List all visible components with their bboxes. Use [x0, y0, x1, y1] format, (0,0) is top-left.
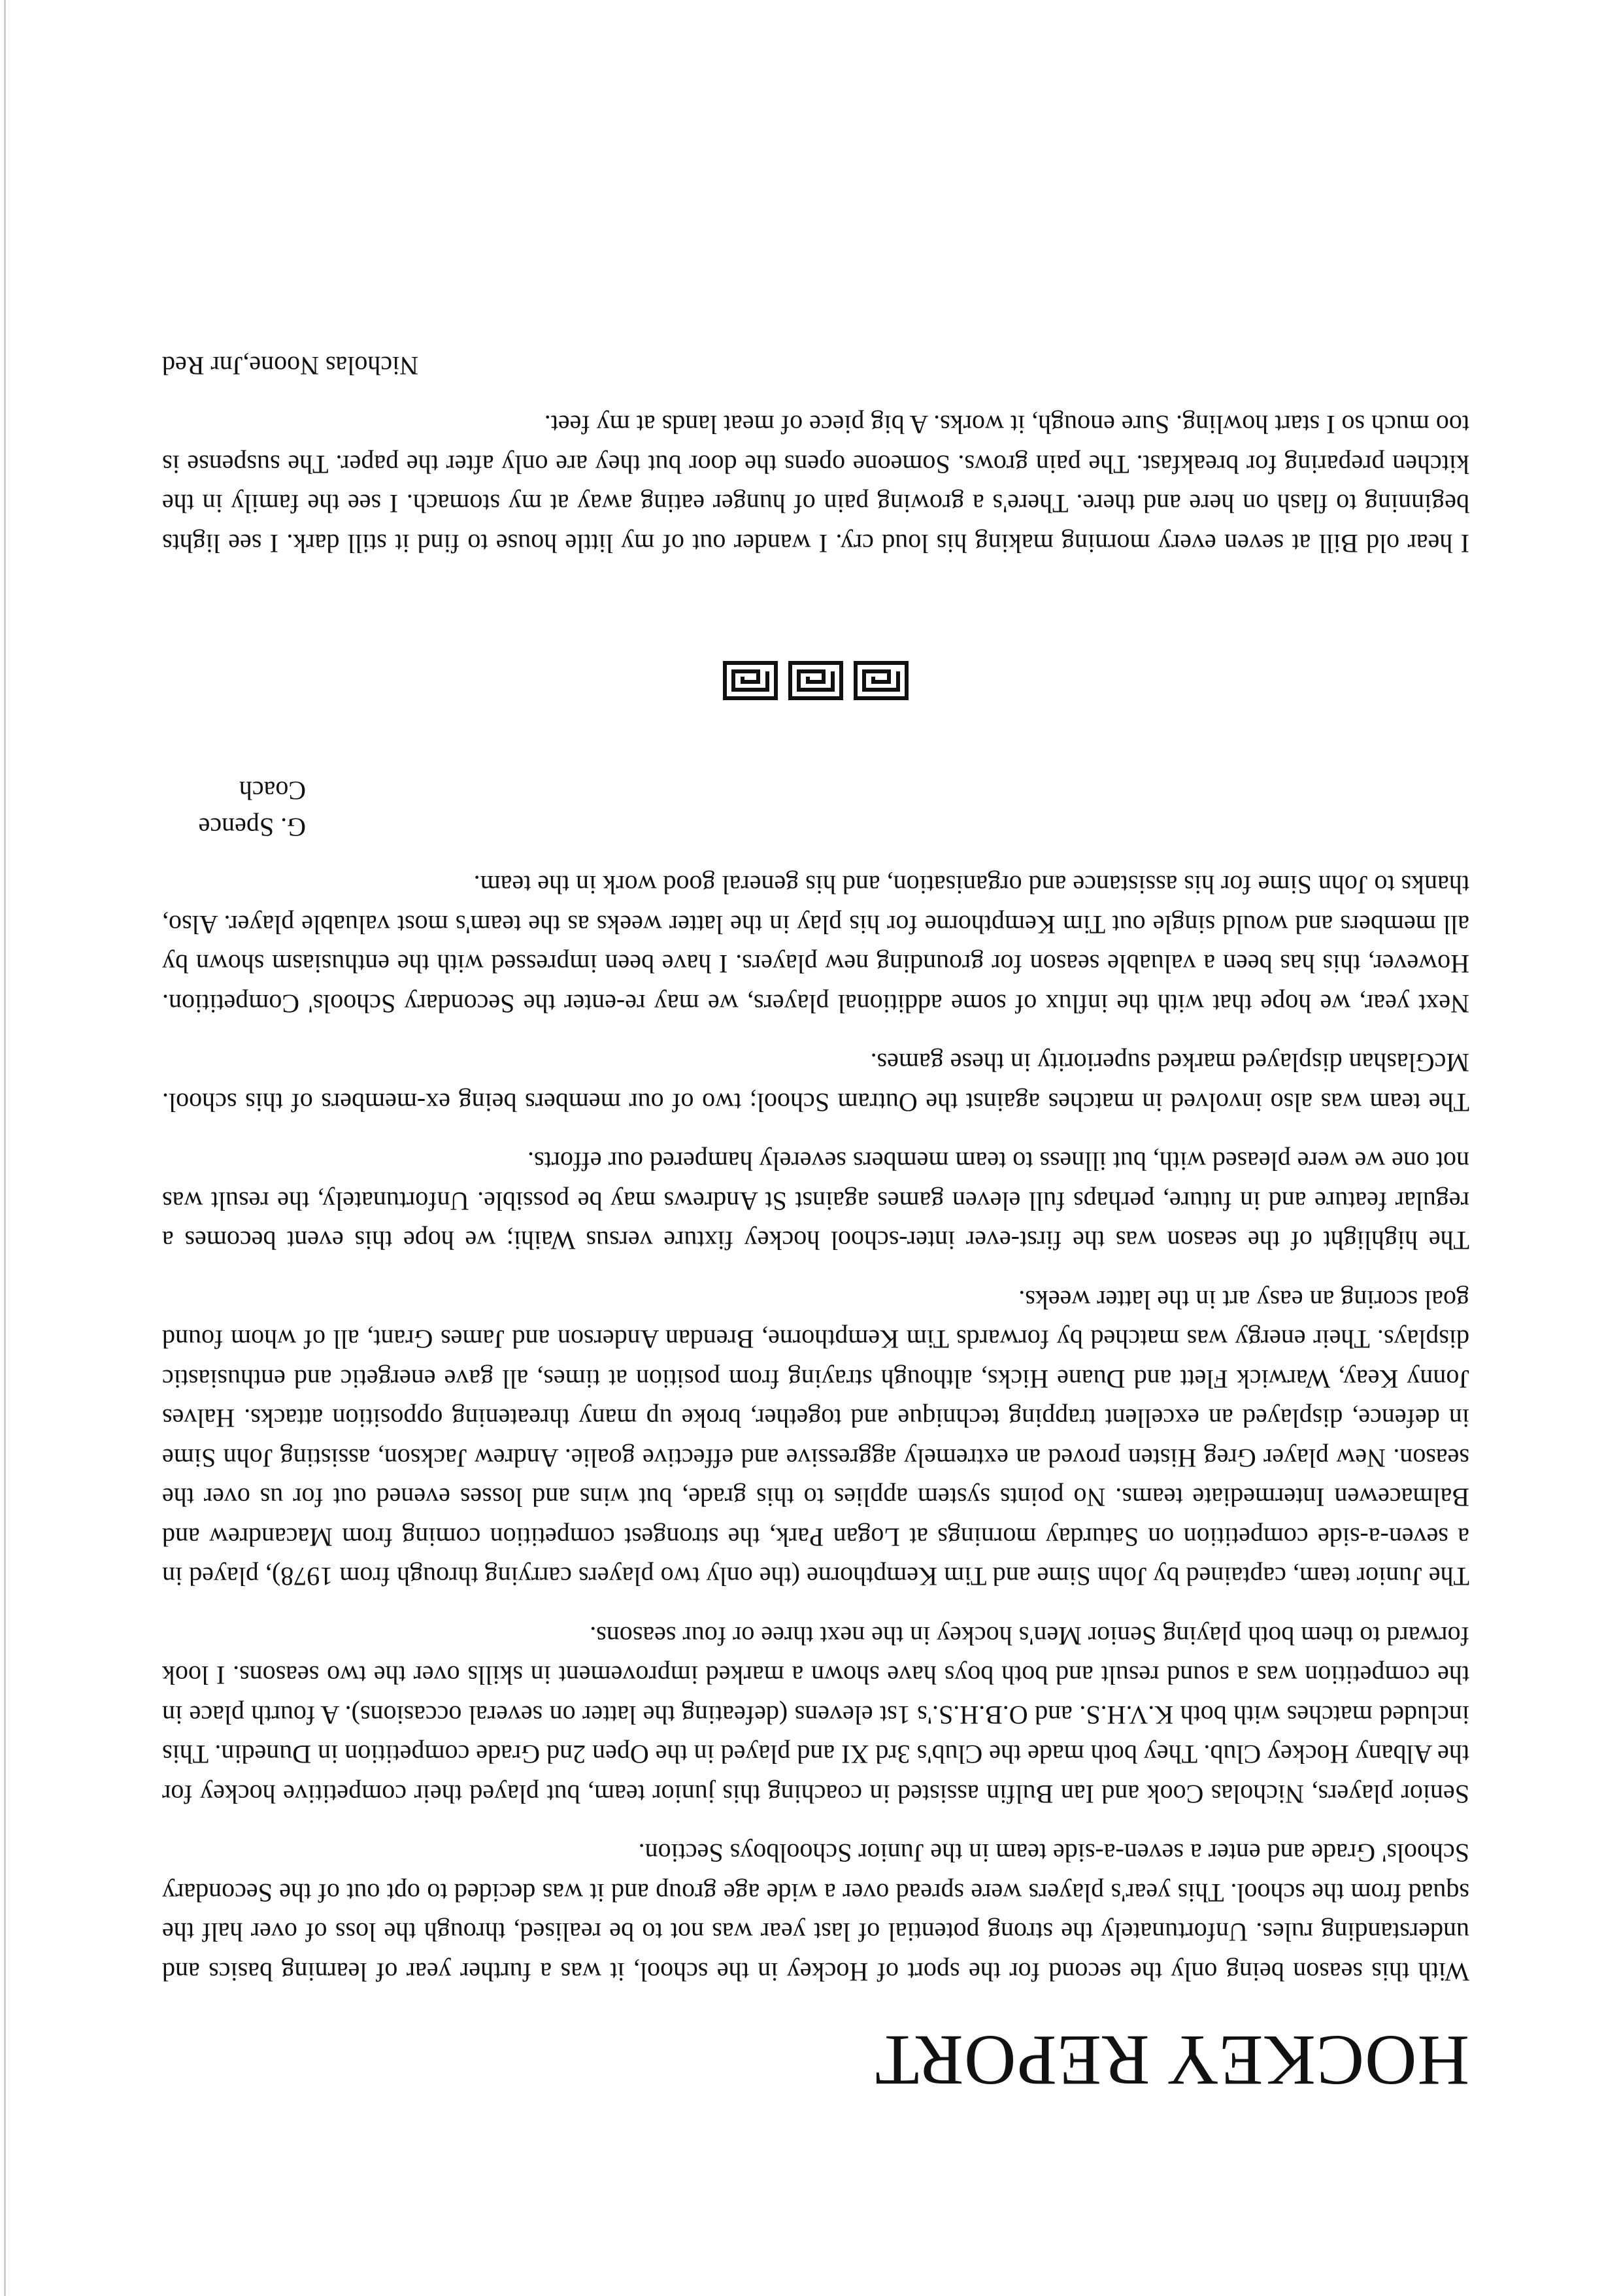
signature-role: Coach: [239, 776, 306, 805]
report-paragraph: Senior players, Nicholas Cook and Ian Bulfin assisted in coaching this junior team, but played their competitive hockey for the Albany Hockey Club. They both made the Club's 3rd XI and played in the Open 2nd Grade competition in Dunedin. This included matches with both K.V.H.S. and O.B.H.S.'s 1st elevens (defeating the latter on several occasions). A fourth place in the competition was a sound result and both boys have shown a marked improvement in skills over the two seasons. I look forward to them both playing Senior Men's hockey in the next three or four seasons.: [162, 1621, 1469, 1809]
greek-key-ornament-icon: [854, 661, 909, 700]
report-title: HOCKEY REPORT: [875, 2021, 1469, 2101]
coach-signature: [162, 772, 1469, 845]
report-paragraph: The highlight of the season was the first-ever inter-school hockey fixture versus Waihi; we hope this event becomes a regular feature and in future, perhaps full eleven games against St Andrews may be possible. Unfortunately, the result was not one we were pleased with, but illness to team members severely hampered our efforts.: [162, 1147, 1469, 1256]
greek-key-ornament-icon: [723, 661, 778, 700]
report-paragraph: With this season being only the second for the sport of Hockey in the school, it was a further year of learning basics and understanding rules. Unfortunately the strong potential of last year was not to be realised, through the loss of over half the squad from the school. This year's players were spread over a wide age group and it was decided to opt out of the Secondary Schools' Grade and enter a seven-a-side team in the Junior Schoolboys Section.: [162, 1838, 1469, 1987]
report-paragraph: The team was also involved in matches against the Outram School; two of our members being ex-members of this school. McGlashan displayed marked superiority in these games.: [162, 1048, 1469, 1117]
section-divider: [162, 661, 1469, 700]
poem-text: I hear old Bill at seven every morning making his loud cry. I wander out of my little house to find it still dark. I see lights beginning to flash on here and there. There's a growing pain of hunger eating away at my stomach. I see the family in the kitchen preparing for breakfast. The pain grows. Someone opens the door but they are only after the paper. The suspense is too much so I start howling. Sure enough, it works. A big piece of meat lands at my feet.: [162, 410, 1469, 558]
signature-name: G. Spence: [198, 813, 306, 842]
poem-author: Nicholas Noone,Jnr Red: [162, 351, 419, 380]
report-paragraph: Next year, we hope that with the influx of some additional players, we may re-enter the Secondary Schools' Competition. However, this has been a valuable season for grounding new players. I have been impressed with the enthusiasm shown by all members and would single out Tim Kempthorne for his play in the latter weeks as the team's most valuable player. Also, thanks to John Sime for his assistance and organisation, and his general good work in the team.: [162, 870, 1469, 1019]
page-content: [162, 346, 1469, 2101]
greek-key-ornament-icon: [788, 661, 843, 700]
report-paragraph: The Junior team, captained by John Sime and Tim Kempthorne (the only two players carrying through from 1978), played in a seven-a-side competition on Saturday mornings at Logan Park, the strongest competition coming from Macandrew and Balmacewen Intermediate teams. No points system applies to this grade, but wins and losses evened out for us over the season. New player Greg Histen proved an extremely aggressive and effective goalie. Andrew Jackson, assisting John Sime in defence, displayed an excellent trapping technique and together, broke up many threatening opposition attacks. Halves Jonny Keay, Warwick Flett and Duane Hicks, although straying from position at times, all gave energetic and enthusiastic displays. Their energy was matched by forwards Tim Kempthorne, Brendan Anderson and James Grant, all of whom found goal scoring an easy art in the latter weeks.: [162, 1285, 1469, 1592]
